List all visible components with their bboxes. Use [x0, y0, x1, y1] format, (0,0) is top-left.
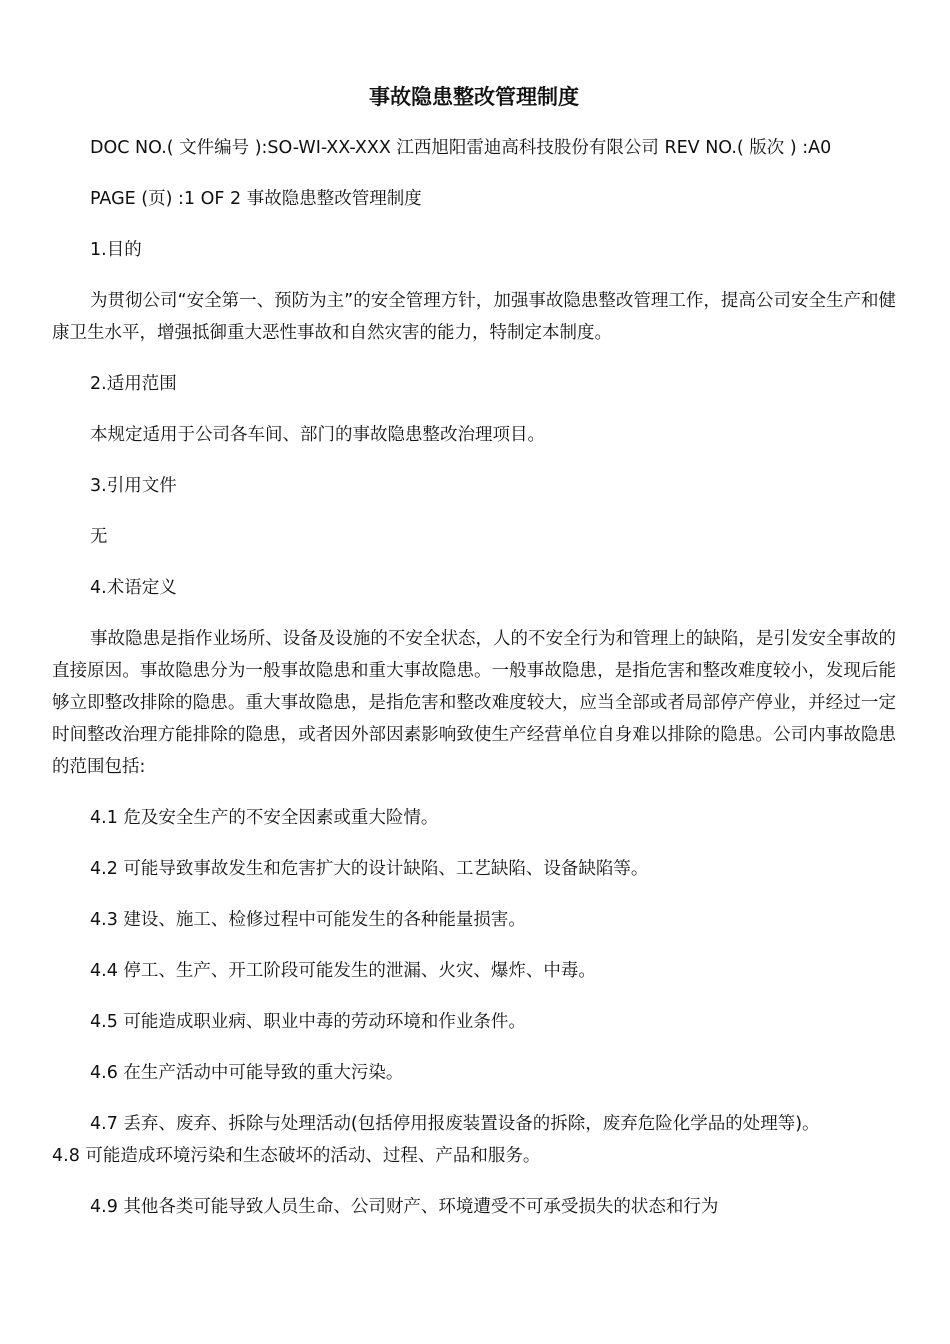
section-heading-scope: 2.适用范围	[90, 374, 177, 394]
section-text-definitions: 事故隐患是指作业场所、设备及设施的不安全状态，人的不安全行为和管理上的缺陷，是引发安全事故的直接原因。事故隐患分为一般事故隐患和重大事故隐患。一般事故隐患，是指危害和整改难度较小，发现后能够立即整改排除的隐患。重大事故隐患，是指危害和整改难度较大，应当全部或者局部停产停业，并经过一定时间整改治理方能排除的隐患，或者因外部因素影响致使生产经营单位自身难以排除的隐患。公司内事故隐患的范围包括:	[52, 629, 896, 777]
section-heading-definitions: 4.术语定义	[90, 578, 177, 598]
header-doc-no: DOC NO.( 文件编号 ):SO-WI-XX-XXX 江西旭阳雷迪高科技股份有限公司 REV NO.( 版次 ) :A0	[90, 138, 832, 158]
list-item: 4.4 停工、生产、开工阶段可能发生的泄漏、火灾、爆炸、中毒。	[90, 961, 596, 981]
document-title: 事故隐患整改管理制度	[369, 85, 579, 109]
section-text-purpose: 为贯彻公司“安全第一、预防为主”的安全管理方针，加强事故隐患整改管理工作，提高公司安全生产和健康卫生水平，增强抵御重大恶性事故和自然灾害的能力，特制定本制度。	[52, 291, 896, 343]
section-text-references: 无	[90, 527, 108, 547]
list-item: 4.3 建设、施工、检修过程中可能发生的各种能量损害。	[90, 910, 526, 930]
list-item: 4.9 其他各类可能导致人员生命、公司财产、环境遭受不可承受损失的状态和行为	[90, 1197, 719, 1217]
list-item: 4.2 可能导致事故发生和危害扩大的设计缺陷、工艺缺陷、设备缺陷等。	[90, 859, 649, 879]
list-item: 4.6 在生产活动中可能导致的重大污染。	[90, 1063, 404, 1083]
list-item: 4.8 可能造成环境污染和生态破坏的活动、过程、产品和服务。	[52, 1146, 541, 1166]
section-heading-purpose: 1.目的	[90, 240, 142, 260]
list-item: 4.7 丢弃、废弃、拆除与处理活动(包括停用报废装置设备的拆除，废弃危险化学品的处理等)。	[90, 1114, 820, 1134]
header-page: PAGE (页) :1 OF 2 事故隐患整改管理制度	[90, 189, 422, 209]
section-heading-references: 3.引用文件	[90, 476, 177, 496]
section-text-scope: 本规定适用于公司各车间、部门的事故隐患整改治理项目。	[90, 425, 545, 445]
list-item: 4.5 可能造成职业病、职业中毒的劳动环境和作业条件。	[90, 1012, 526, 1032]
list-item: 4.1 危及安全生产的不安全因素或重大险情。	[90, 808, 439, 828]
